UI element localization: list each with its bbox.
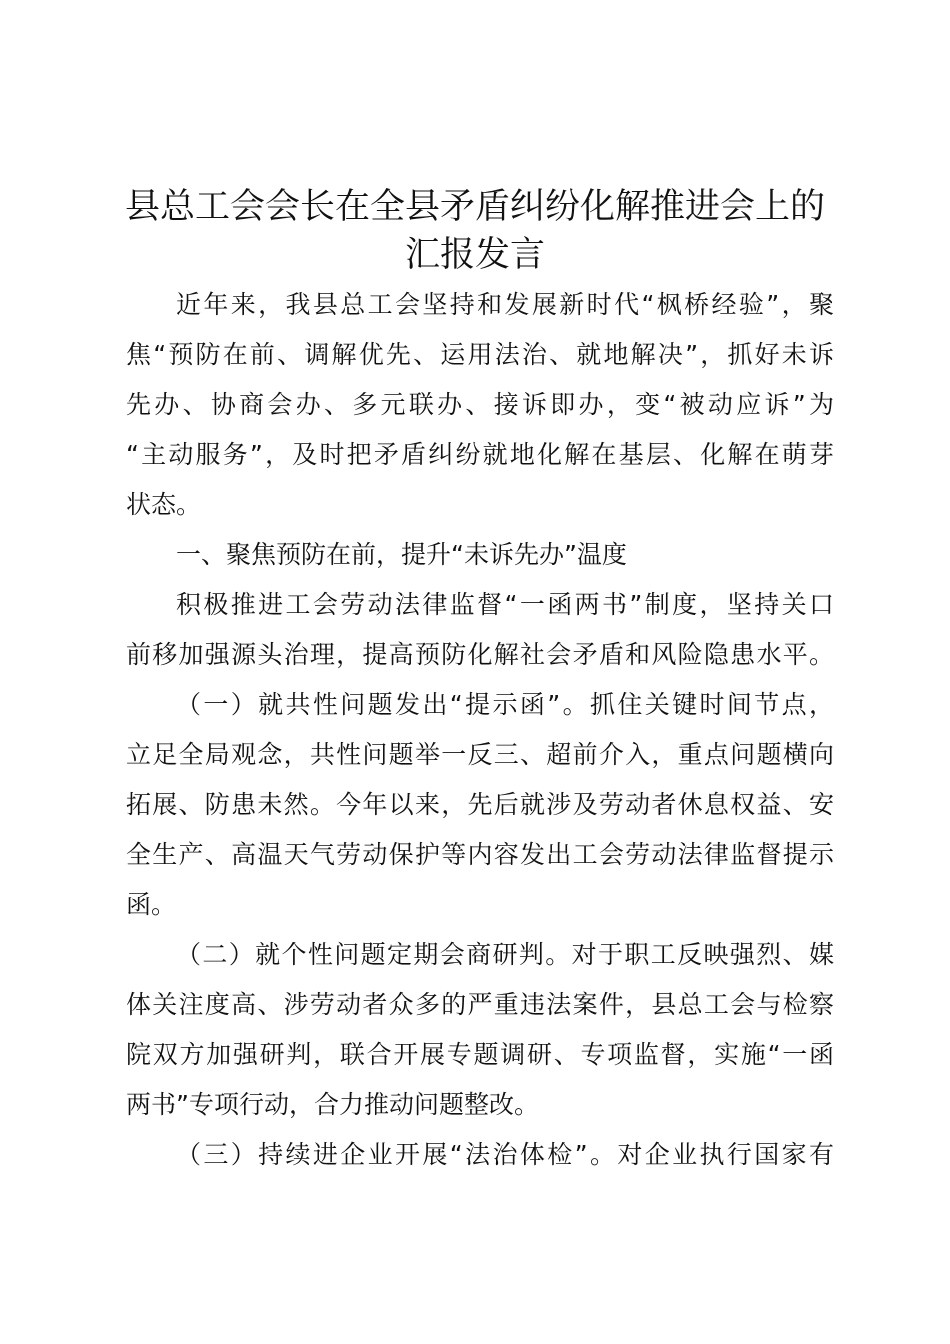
document-title-line-1: 县总工会会长在全县矛盾纠纷化解推进会上的 — [124, 187, 825, 227]
paragraph-line: 两书”专项行动，合力推动问题整改。 — [126, 1090, 539, 1119]
paragraph-line: 先办、协商会办、多元联办、接诉即办，变“被动应诉”为 — [126, 390, 834, 419]
paragraph-line: 函。 — [126, 890, 177, 919]
paragraph-line: 拓展、防患未然。今年以来，先后就涉及劳动者休息权益、安 — [126, 790, 834, 819]
paragraph-line: 积极推进工会劳动法律监督“一函两书”制度，坚持关口 — [176, 590, 834, 619]
paragraph-line: 状态。 — [126, 490, 202, 519]
paragraph-line: 全生产、高温天气劳动保护等内容发出工会劳动法律监督提示 — [126, 840, 834, 869]
paragraph-line: 近年来，我县总工会坚持和发展新时代“枫桥经验”，聚 — [176, 290, 834, 319]
paragraph-line: （一）就共性问题发出“提示函”。抓住关键时间节点， — [176, 690, 834, 719]
paragraph-line: （二）就个性问题定期会商研判。对于职工反映强烈、媒 — [176, 940, 834, 969]
paragraph-line: （三）持续进企业开展“法治体检”。对企业执行国家有 — [176, 1140, 834, 1169]
section-heading: 一、聚焦预防在前，提升“未诉先办”温度 — [176, 540, 627, 569]
paragraph-line: 院双方加强研判，联合开展专题调研、专项监督，实施“一函 — [126, 1040, 834, 1069]
paragraph-line: 焦“预防在前、调解优先、运用法治、就地解决”，抓好未诉 — [126, 340, 834, 369]
paragraph-line: 前移加强源头治理，提高预防化解社会矛盾和风险隐患水平。 — [126, 640, 834, 669]
paragraph-line: 立足全局观念，共性问题举一反三、超前介入，重点问题横向 — [126, 740, 834, 769]
paragraph-line: 体关注度高、涉劳动者众多的严重违法案件，县总工会与检察 — [126, 990, 834, 1019]
paragraph-line: “主动服务”，及时把矛盾纠纷就地化解在基层、化解在萌芽 — [126, 440, 834, 469]
document-title-line-2: 汇报发言 — [404, 235, 545, 275]
